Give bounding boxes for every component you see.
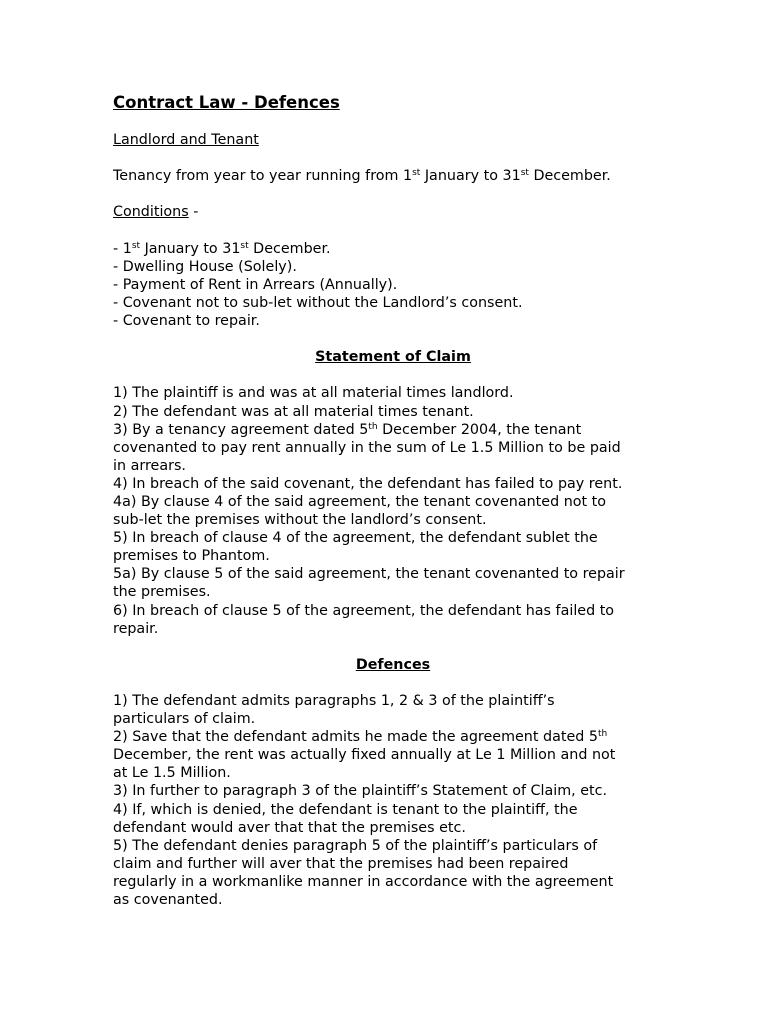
claim-paragraph-continued: sub-let the premises without the landlord’s consent. <box>113 512 487 529</box>
claim-text: 3) By a tenancy agreement dated 5 <box>113 421 369 438</box>
claim-paragraph-continued: the premises. <box>113 584 211 601</box>
defence-paragraph-continued: December, the rent was actually fixed annually at Le 1 Million and not <box>113 747 616 764</box>
defence-paragraph: 5) The defendant denies paragraph 5 of the plaintiff’s particulars of <box>113 837 598 854</box>
claim-paragraph: 4) In breach of the said covenant, the defendant has failed to pay rent. <box>113 475 623 492</box>
condition-item: - Covenant not to sub-let without the Landlord’s consent. <box>113 294 523 311</box>
spacer <box>113 222 673 240</box>
spacer <box>113 185 673 203</box>
claim-paragraph: 2) The defendant was at all material times tenant. <box>113 403 474 420</box>
defence-paragraph <box>113 728 673 746</box>
defence-paragraph: 4) If, which is denied, the defendant is tenant to the plaintiff, the <box>113 801 578 818</box>
tenancy-middle: January to 31 <box>420 168 521 185</box>
condition-middle: January to 31 <box>140 240 241 257</box>
conditions-label: Conditions <box>113 204 189 221</box>
defence-text: 2) Save that the defendant admits he made the agreement dated 5 <box>113 729 598 746</box>
defences-heading: Defences <box>355 656 431 673</box>
ordinal-suffix: th <box>368 421 378 432</box>
subtitle-text: Landlord and Tenant <box>113 132 259 149</box>
condition-prefix: - 1 <box>113 240 132 257</box>
document-title: Contract Law - Defences <box>113 93 340 112</box>
condition-item <box>113 240 673 258</box>
document-subtitle <box>113 131 673 149</box>
document-page <box>113 93 673 909</box>
condition-item: - Covenant to repair. <box>113 313 260 330</box>
claim-heading: Statement of Claim <box>315 349 471 366</box>
spacer <box>113 113 673 131</box>
spacer <box>113 330 673 348</box>
condition-item: - Payment of Rent in Arrears (Annually). <box>113 276 398 293</box>
defence-paragraph-continued: claim and further will aver that the premises had been repaired <box>113 855 569 872</box>
defence-paragraph-continued: defendant would aver that that the premises etc. <box>113 819 466 836</box>
defence-paragraph: 1) The defendant admits paragraphs 1, 2 & 3 of the plaintiff’s <box>113 693 555 709</box>
defence-paragraph-continued: at Le 1.5 Million. <box>113 765 231 782</box>
defence-paragraph: 3) In further to paragraph 3 of the plaintiff’s Statement of Claim, etc. <box>113 783 608 800</box>
conditions-label-line <box>113 203 673 221</box>
claim-paragraph: 6) In breach of clause 5 of the agreement, the defendant has failed to <box>113 602 615 619</box>
ordinal-suffix: th <box>597 729 608 740</box>
ordinal-suffix: st <box>240 240 249 251</box>
claim-text: December 2004, the tenant <box>377 421 582 438</box>
ordinal-suffix: st <box>520 168 529 179</box>
spacer <box>113 638 673 656</box>
tenancy-prefix: Tenancy from year to year running from 1 <box>113 168 413 185</box>
claim-paragraph: 5) In breach of clause 4 of the agreement, the defendant sublet the <box>113 530 598 547</box>
claim-paragraph <box>113 421 673 439</box>
conditions-dash: - <box>188 204 199 221</box>
claim-paragraph-continued: repair. <box>113 620 159 637</box>
defence-paragraph-continued: regularly in a workmanlike manner in accordance with the agreement <box>113 873 614 890</box>
defence-paragraph-continued: particulars of claim. <box>113 711 256 728</box>
spacer <box>113 366 673 384</box>
spacer <box>113 149 673 167</box>
condition-item: - Dwelling House (Solely). <box>113 258 297 275</box>
claim-paragraph-continued: in arrears. <box>113 457 186 474</box>
condition-suffix: December. <box>248 240 331 257</box>
claim-paragraph: 5a) By clause 5 of the said agreement, the tenant covenanted to repair <box>113 566 625 583</box>
tenancy-suffix: December. <box>528 168 611 185</box>
ordinal-suffix: st <box>412 168 421 179</box>
ordinal-suffix: st <box>131 240 141 251</box>
claim-paragraph-continued: premises to Phantom. <box>113 548 270 565</box>
claim-paragraph: 4a) By clause 4 of the said agreement, the tenant covenanted not to <box>113 493 607 510</box>
spacer <box>113 674 673 692</box>
defence-paragraph-continued: as covenanted. <box>113 892 223 909</box>
claim-paragraph: 1) The plaintiff is and was at all material times landlord. <box>113 385 514 402</box>
claim-paragraph-continued: covenanted to pay rent annually in the sum of Le 1.5 Million to be paid <box>113 439 621 456</box>
tenancy-statement <box>113 167 673 185</box>
